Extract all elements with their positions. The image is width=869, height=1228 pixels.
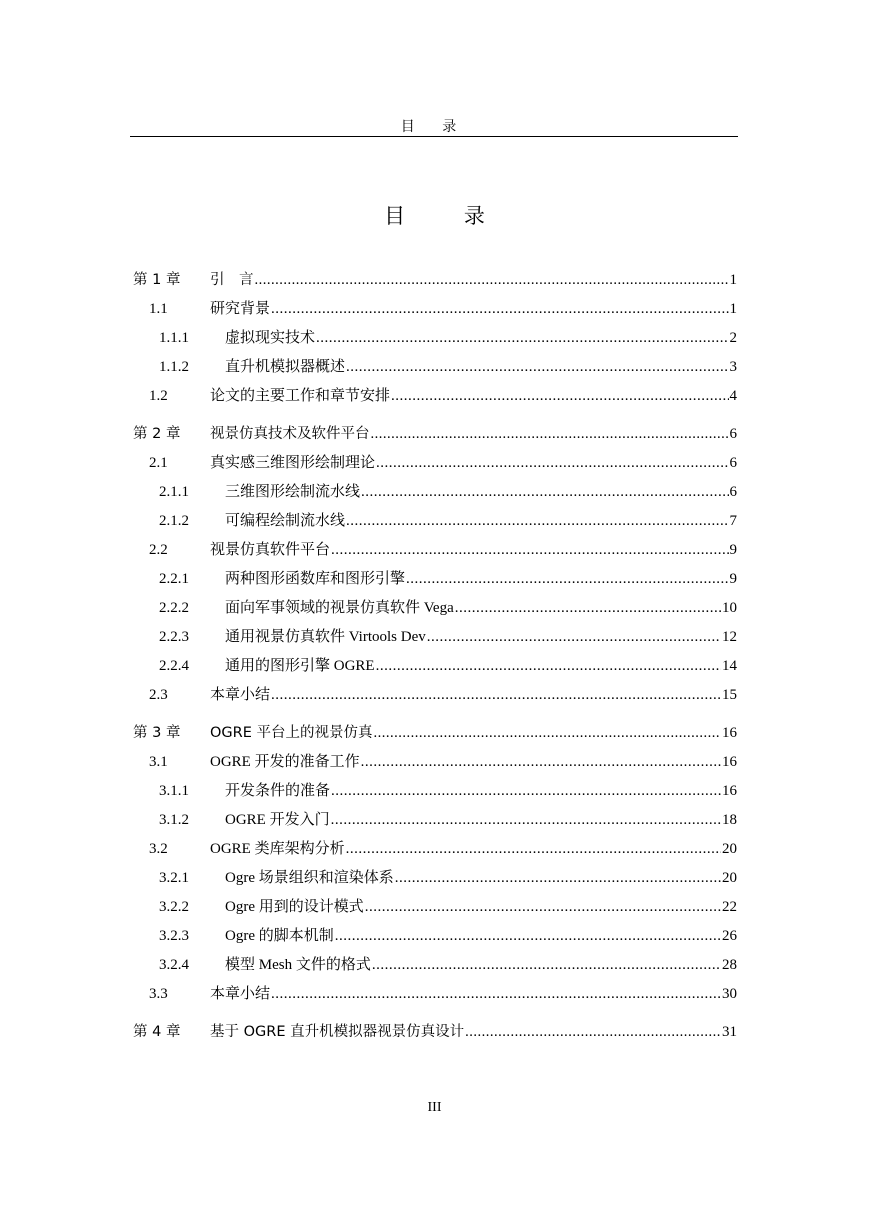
toc-entry-label: 视景仿真技术及软件平台: [210, 426, 370, 442]
dot-leader: [316, 324, 728, 353]
toc-entry-number: 2.2: [149, 542, 168, 558]
toc-entry-page: 1: [729, 272, 737, 288]
toc-entry-number: 2.1: [149, 455, 168, 471]
toc-entry-page: 26: [722, 928, 737, 944]
toc-entry-number: 第 3 章: [133, 725, 181, 741]
toc-entry-number: 3.2.1: [159, 870, 189, 886]
toc-entry-number: 2.2.3: [159, 629, 189, 645]
toc-entry[interactable]: [133, 864, 737, 893]
toc-entry-label: 本章小结: [210, 687, 271, 703]
toc-entry-page: 9: [729, 542, 737, 558]
toc-entry-label: OGRE 类库架构分析: [210, 841, 345, 857]
dot-leader: [465, 1018, 721, 1047]
dot-leader: [361, 748, 721, 777]
dot-leader: [331, 806, 721, 835]
toc-entry-label: 虚拟现实技术: [225, 330, 316, 346]
toc-entry-page: 16: [722, 754, 737, 770]
toc-entry-label: 三维图形绘制流水线: [225, 484, 361, 500]
toc-entry-page: 28: [722, 957, 737, 973]
toc-entry-number: 3.1.2: [159, 812, 189, 828]
toc-entry-label: 开发条件的准备: [225, 783, 331, 799]
toc-entry-page: 6: [729, 455, 737, 471]
toc-entry-number: 3.1.1: [159, 783, 189, 799]
toc-entry-number: 2.1.2: [159, 513, 189, 529]
dot-leader: [331, 536, 728, 565]
toc-entry-label: OGRE 开发的准备工作: [210, 754, 360, 770]
dot-leader: [346, 353, 728, 382]
toc-entry-label: 模型 Mesh 文件的格式: [225, 957, 371, 973]
dot-leader: [346, 835, 721, 864]
toc-entry-number: 3.2: [149, 841, 168, 857]
toc-entry-label: 本章小结: [210, 986, 271, 1002]
toc-entry-label: 视景仿真软件平台: [210, 542, 331, 558]
toc-entry[interactable]: [133, 623, 737, 652]
toc-entry-label: 可编程绘制流水线: [225, 513, 346, 529]
toc-entry-label: 基于 OGRE 直升机模拟器视景仿真设计: [210, 1024, 465, 1040]
toc-entry[interactable]: [133, 324, 737, 353]
toc-entry-page: 31: [722, 1024, 737, 1040]
toc-entry-page: 6: [729, 426, 737, 442]
toc-entry-number: 3.2.3: [159, 928, 189, 944]
toc-entry-number: 3.3: [149, 986, 168, 1002]
dot-leader: [361, 478, 728, 507]
toc-entry-page: 20: [722, 841, 737, 857]
dot-leader: [427, 623, 721, 652]
toc-entry-label: Ogre 用到的设计模式: [225, 899, 364, 915]
toc-entry-page: 10: [722, 600, 737, 616]
toc-entry-page: 2: [729, 330, 737, 346]
toc-title: 目 录: [384, 204, 511, 228]
toc-entry[interactable]: [133, 353, 737, 382]
toc-entry-page: 1: [729, 301, 737, 317]
toc-entry[interactable]: [133, 536, 737, 565]
toc-entry-number: 第 4 章: [133, 1024, 181, 1040]
dot-leader: [346, 507, 728, 536]
toc-entry-label: 引 言: [210, 272, 254, 288]
toc-entry[interactable]: [133, 1018, 737, 1047]
toc-entry-number: 2.2.2: [159, 600, 189, 616]
toc-entry-page: 6: [729, 484, 737, 500]
running-header: 目 录: [400, 120, 469, 135]
header-rule: [130, 136, 738, 137]
dot-leader: [271, 295, 728, 324]
dot-leader: [365, 893, 721, 922]
toc-entry-label: Ogre 的脚本机制: [225, 928, 334, 944]
dot-leader: [406, 565, 728, 594]
toc-entry[interactable]: [133, 565, 737, 594]
toc-entry-label: 论文的主要工作和章节安排: [210, 388, 391, 404]
toc-entry-number: 3.1: [149, 754, 168, 770]
toc-entry-page: 30: [722, 986, 737, 1002]
toc-entry-number: 1.1.2: [159, 359, 189, 375]
toc-entry-number: 2.1.1: [159, 484, 189, 500]
toc-entry-number: 1.1: [149, 301, 168, 317]
toc-entry-page: 20: [722, 870, 737, 886]
dot-leader: [331, 777, 721, 806]
dot-leader: [395, 864, 721, 893]
toc-entry-label: OGRE 开发入门: [225, 812, 330, 828]
toc-entry-number: 第 1 章: [133, 272, 181, 288]
dot-leader: [374, 719, 722, 748]
dot-leader: [372, 951, 721, 980]
toc-entry-label: 研究背景: [210, 301, 271, 317]
toc-entry-page: 18: [722, 812, 737, 828]
toc-entry[interactable]: [133, 951, 737, 980]
dot-leader: [271, 980, 721, 1009]
toc-entry-number: 2.2.1: [159, 571, 189, 587]
toc-entry-label: 真实感三维图形绘制理论: [210, 455, 376, 471]
toc-entry-label: OGRE 平台上的视景仿真: [210, 725, 373, 741]
toc-entry[interactable]: [133, 681, 737, 710]
toc-entry-page: 16: [722, 783, 737, 799]
toc-entry-number: 2.3: [149, 687, 168, 703]
toc-entry[interactable]: [133, 652, 737, 681]
toc-entry-label: 通用视景仿真软件 Virtools Dev: [225, 629, 426, 645]
dot-leader: [271, 681, 721, 710]
dot-leader: [391, 382, 728, 411]
toc-entry-number: 1.1.1: [159, 330, 189, 346]
toc-entry[interactable]: [133, 449, 737, 478]
toc-entry-page: 7: [729, 513, 737, 529]
toc-entry-page: 4: [729, 388, 737, 404]
toc-entry[interactable]: [133, 478, 737, 507]
toc-entry-page: 15: [722, 687, 737, 703]
table-of-contents: [133, 266, 737, 1047]
toc-entry-page: 9: [729, 571, 737, 587]
toc-entry-number: 1.2: [149, 388, 168, 404]
toc-entry-page: 12: [722, 629, 737, 645]
toc-entry[interactable]: [133, 748, 737, 777]
toc-entry[interactable]: [133, 835, 737, 864]
dot-leader: [376, 652, 721, 681]
toc-entry-label: 面向军事领域的视景仿真软件 Vega: [225, 600, 454, 616]
toc-entry[interactable]: [133, 777, 737, 806]
toc-entry[interactable]: [133, 806, 737, 835]
toc-entry-label: Ogre 场景组织和渲染体系: [225, 870, 394, 886]
toc-entry[interactable]: [133, 719, 737, 748]
dot-leader: [376, 449, 728, 478]
toc-entry[interactable]: [133, 420, 737, 449]
toc-entry[interactable]: [133, 922, 737, 951]
toc-entry-label: 通用的图形引擎 OGRE: [225, 658, 375, 674]
toc-entry-page: 3: [729, 359, 737, 375]
toc-entry-page: 22: [722, 899, 737, 915]
dot-leader: [255, 266, 729, 295]
toc-entry-number: 3.2.2: [159, 899, 189, 915]
toc-entry[interactable]: [133, 266, 737, 295]
toc-entry-number: 3.2.4: [159, 957, 189, 973]
dot-leader: [371, 420, 729, 449]
toc-entry[interactable]: [133, 382, 737, 411]
page-number: III: [427, 1100, 442, 1115]
toc-entry-number: 2.2.4: [159, 658, 189, 674]
toc-entry[interactable]: [133, 893, 737, 922]
toc-entry-label: 直升机模拟器概述: [225, 359, 346, 375]
dot-leader: [455, 594, 721, 623]
dot-leader: [335, 922, 721, 951]
toc-entry[interactable]: [133, 295, 737, 324]
toc-entry[interactable]: [133, 507, 737, 536]
toc-entry-number: 第 2 章: [133, 426, 181, 442]
toc-entry[interactable]: [133, 980, 737, 1009]
toc-entry[interactable]: [133, 594, 737, 623]
toc-entry-label: 两种图形函数库和图形引擎: [225, 571, 406, 587]
toc-entry-page: 16: [722, 725, 737, 741]
toc-entry-page: 14: [722, 658, 737, 674]
